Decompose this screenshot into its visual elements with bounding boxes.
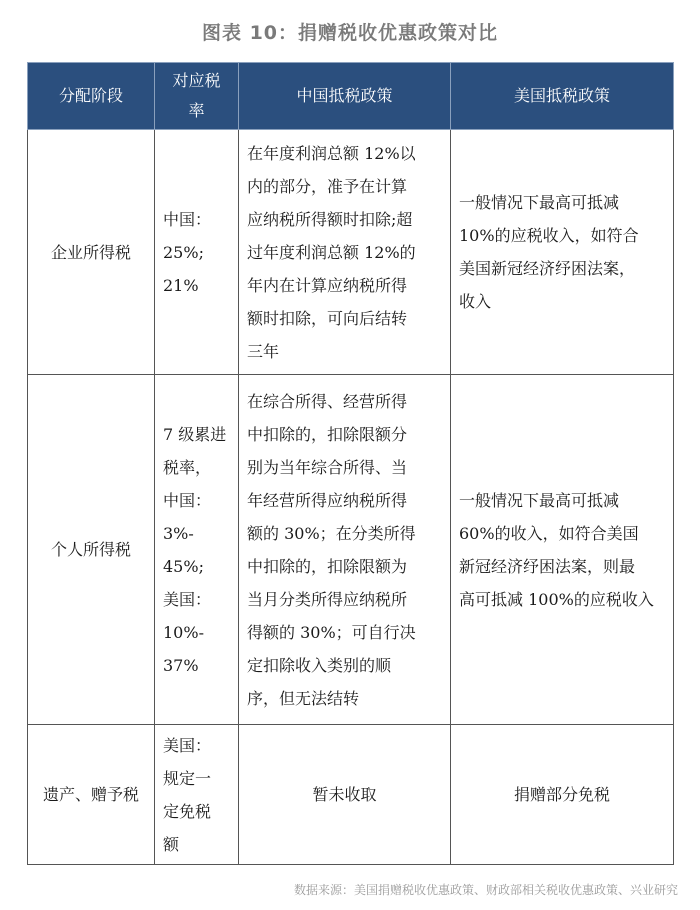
china-policy-cell: 在年度利润总额 12%以 内的部分，准予在计算 应纳税所得额时扣除;超 过年度利润总额 12%的 年内在计算应纳税所得 额时扣除，可向后结转 三年: [239, 130, 451, 375]
stage-cell: 企业所得税: [28, 130, 155, 375]
table-row: [28, 725, 674, 865]
data-source-note: 数据来源：美国捐赠税收优惠政策、财政部相关税收优惠政策、兴业研究: [293, 883, 678, 897]
rate-cell: 7 级累进 税率， 中国： 3%- 45%; 美国： 10%- 37%: [155, 375, 239, 725]
us-policy-cell: 一般情况下最高可抵减 10%的应税收入，如符合 美国新冠经济纾困法案， 收入: [451, 130, 674, 375]
rate-cell: 中国： 25%; 21%: [155, 130, 239, 375]
us-policy-cell: 一般情况下最高可抵减 60%的收入，如符合美国 新冠经济纾困法案，则最 高可抵减 100%的应税收入: [451, 375, 674, 725]
table-row: [28, 375, 674, 725]
us-policy-cell: 捐赠部分免税: [451, 725, 674, 865]
chart-title: 图表 10：捐赠税收优惠政策对比: [201, 22, 499, 44]
header-stage: 分配阶段: [28, 63, 155, 130]
policy-comparison-table: [27, 62, 674, 865]
china-policy-cell: 在综合所得、经营所得 中扣除的，扣除限额分 别为当年综合所得、当 年经营所得应纳税所得 额的 30%；在分类所得 中扣除的，扣除限额为 当月分类所得应纳税所 得额的 30%；可自行决 定扣除收入类别的顺 序，但无法结转: [239, 375, 451, 725]
header-row: [28, 63, 674, 130]
header-us-policy: 美国抵税政策: [451, 63, 674, 130]
rate-cell: 美国： 规定一 定免税 额: [155, 725, 239, 865]
header-rate: 对应税 率: [155, 63, 239, 130]
table-row: [28, 130, 674, 375]
stage-cell: 个人所得税: [28, 375, 155, 725]
china-policy-cell: 暂未收取: [239, 725, 451, 865]
header-china-policy: 中国抵税政策: [239, 63, 451, 130]
stage-cell: 遗产、赠予税: [28, 725, 155, 865]
